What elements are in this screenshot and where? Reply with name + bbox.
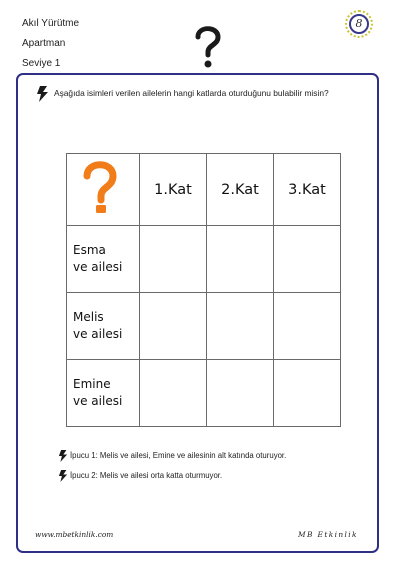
answer-cell[interactable]: [274, 293, 341, 360]
hint-text: İpucu 1: Melis ve ailesi, Emine ve ailesinin alt katında oturuyor.: [70, 451, 287, 460]
lightning-bolt-icon: [58, 450, 68, 462]
instruction-row: [36, 86, 376, 104]
table-row: [67, 293, 341, 360]
row-suffix: ve ailesi: [73, 327, 123, 341]
column-header-1: 1.Kat: [140, 154, 207, 226]
table-header-row: [67, 154, 341, 226]
lightning-bolt-icon: [58, 470, 68, 482]
answer-cell[interactable]: [207, 293, 274, 360]
footer-website: www.mbetkinlik.com: [35, 530, 114, 539]
row-name: Emine: [73, 377, 111, 391]
page-number-badge: [345, 10, 373, 38]
answer-cell[interactable]: [274, 226, 341, 293]
orange-question-mark-icon: [67, 154, 133, 220]
answer-cell[interactable]: [207, 360, 274, 427]
subject-label: Akıl Yürütme: [22, 18, 80, 29]
page-number: 8: [349, 14, 369, 34]
lightning-bolt-icon: [36, 86, 49, 102]
table-row: [67, 360, 341, 427]
worksheet-title: Apartman: [22, 38, 66, 49]
row-header-melis: [67, 293, 140, 360]
row-name: Esma: [73, 243, 106, 257]
corner-cell: [67, 154, 140, 226]
row-name: Melis: [73, 310, 104, 324]
answer-cell[interactable]: [140, 360, 207, 427]
table-row: [67, 226, 341, 293]
column-header-3: 3.Kat: [274, 154, 341, 226]
hint-text: İpucu 2: Melis ve ailesi orta katta oturmuyor.: [70, 471, 223, 480]
answer-cell[interactable]: [274, 360, 341, 427]
floor-table: [66, 153, 341, 427]
answer-cell[interactable]: [140, 226, 207, 293]
row-header-esma: [67, 226, 140, 293]
instruction-text: Aşağıda isimleri verilen ailelerin hangi katlarda oturduğunu bulabilir misin?: [54, 88, 329, 98]
row-header-emine: [67, 360, 140, 427]
column-header-2: 2.Kat: [207, 154, 274, 226]
row-suffix: ve ailesi: [73, 394, 123, 408]
footer-brand: MB Etkinlik: [298, 530, 358, 539]
row-suffix: ve ailesi: [73, 260, 123, 274]
question-mark-icon: [192, 24, 224, 70]
answer-cell[interactable]: [207, 226, 274, 293]
answer-cell[interactable]: [140, 293, 207, 360]
level-label: Seviye 1: [22, 58, 61, 69]
